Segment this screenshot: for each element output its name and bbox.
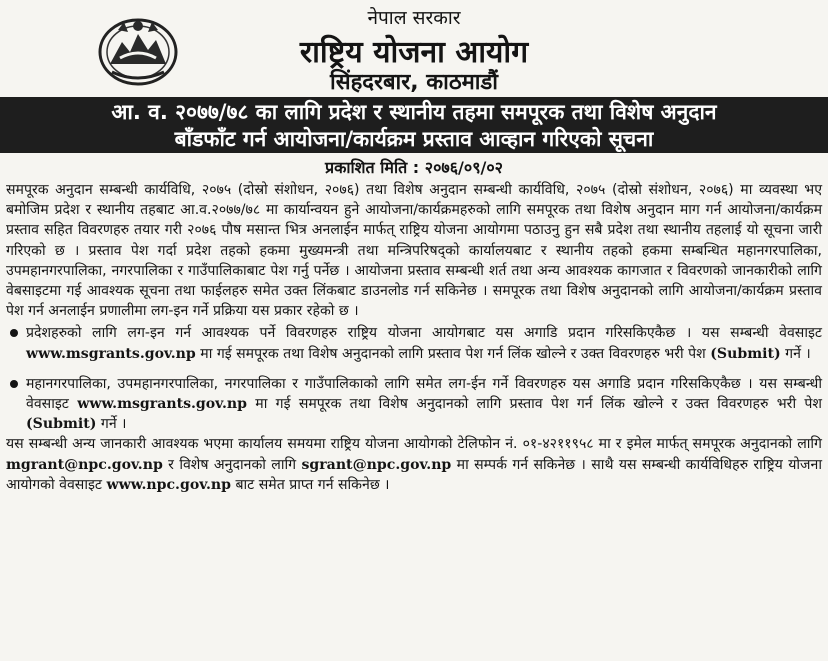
notice-body xyxy=(6,180,822,495)
login-steps-list xyxy=(6,323,822,434)
bullet-text: गर्ने । xyxy=(780,345,811,362)
submit-term: (Submit) xyxy=(26,416,97,433)
bullet-icon xyxy=(10,380,18,388)
notice-header xyxy=(10,0,818,96)
bullet-text: गर्ने । xyxy=(96,416,127,433)
notice-title-banner xyxy=(0,97,828,153)
closing-text: यस सम्बन्धी अन्य जानकारी आवश्यक भएमा कार्यालय समयमा राष्ट्रिय योजना आयोगको टेलिफोन नं. ०१-४२११९५८ मा र इमेल मार्फत् समपूरक अनुदानको लागि xyxy=(6,436,822,453)
bullet-text: महानगरपालिका, उपमहानगरपालिका, नगरपालिका र गाउँपालिकाको लागि समेत लग-ईन गर्ने विवरणहरु यस अगाडि प्रदान गरिसकिएकैछ । यस सम्बन्धी वेवसाइट xyxy=(26,375,822,413)
closing-text: मा सम्पर्क गर्न सकिनेछ । साथै यस सम्बन्धी कार्यविधिहरु राष्ट्रिय योजना आयोगको वेवसाइट xyxy=(6,456,822,493)
npc-website-link[interactable]: www.npc.gov.np xyxy=(106,476,231,493)
organization-address: सिंहदरबार, काठमाडौं xyxy=(330,70,498,95)
bullet-icon xyxy=(10,329,18,337)
government-name: नेपाल सरकार xyxy=(367,7,461,29)
intro-paragraph: समपूरक अनुदान सम्बन्धी कार्यविधि, २०७५ (दोस्रो संशोधन, २०७६) तथा विशेष अनुदान सम्बन्धी कार्यविधि, २०७५ (दोस्रो संशोधन, २०७६) मा व्यवस्था भए बमोजिम प्रदेश र स्थानीय तहबाट आ.व.२०७७/७८ मा कार्यान्वयन हुने आयोजना/कार्यक्रमहरुको लागि समपूरक तथा विशेष अनुदान माग गर्न आयोजना/कार्यक्रम प्रस्ताव सहित विवरणहरु तयार गरी २०७६ पौष मसान्त भित्र अनलाईन मार्फत् राष्ट्रिय योजना आयोगमा पठाउनु हुन सबै प्रदेश तथा स्थानीय तहलाई यो सूचना जारी गरिएको छ । प्रस्ताव पेश गर्दा प्रदेश तहको हकमा मुख्यमन्त्री तथा मन्त्रिपरिषद्को कार्यालयबाट र स्थानीय तहको हकमा सम्बन्धित महानगरपालिका, उपमहानगरपालिका, नगरपालिका र गाउँपालिकाबाट पेश गर्नु पर्नेछ । आयोजना प्रस्ताव सम्बन्धी शर्त तथा अन्य आवश्यक कागजात र विवरणको जानकारीको लागि वेबसाइटमा गई आवश्यक सूचना तथा फाईलहरु समेत उक्त लिंकबाट डाउनलोड गर्न सकिनेछ । समपूरक तथा विशेष अनुदानको लागि आयोजना/कार्यक्रम प्रस्ताव पेश गर्न अनलाईन प्रणालीमा लग-इन गर्ने प्रक्रिया यस प्रकार रहेको छ । xyxy=(6,182,822,320)
msgrants-link[interactable]: www.msgrants.gov.np xyxy=(77,396,247,413)
notice-title-line-2: बाँडफाँट गर्न आयोजना/कार्यक्रम प्रस्ताव आव्हान गरिएको सूचना xyxy=(174,127,654,151)
organization-name: राष्ट्रिय योजना आयोग xyxy=(299,35,529,70)
bullet-text: प्रदेशहरुको लागि लग-इन गर्न आवश्यक पर्ने विवरणहरु राष्ट्रिय योजना आयोगबाट यस अगाडि प्रदान गरिसकिएकैछ । यस सम्बन्धी वेवसाइट xyxy=(26,325,822,342)
closing-text: र विशेष अनुदानको लागि xyxy=(162,456,302,473)
bullet-text: मा गई समपूरक तथा विशेष अनुदानको लागि प्रस्ताव पेश गर्न लिंक खोल्ने र उक्त विवरणहरु भरी पेश xyxy=(246,396,822,413)
list-item xyxy=(6,323,822,363)
submit-term: (Submit) xyxy=(710,345,781,362)
closing-paragraph xyxy=(6,434,822,495)
msgrants-link[interactable]: www.msgrants.gov.np xyxy=(26,345,196,362)
sgrant-email-link[interactable]: sgrant@npc.gov.np xyxy=(301,456,452,473)
closing-text: बाट समेत प्राप्त गर्न सकिनेछ । xyxy=(231,476,390,493)
notice-title-line-1: आ. व. २०७७/७८ का लागि प्रदेश र स्थानीय तहमा समपूरक तथा विशेष अनुदान xyxy=(111,100,717,124)
bullet-text: मा गई समपूरक तथा विशेष अनुदानको लागि प्रस्ताव पेश गर्न लिंक खोल्ने र उक्त विवरणहरु भरी पेश xyxy=(195,345,711,362)
published-date: प्रकाशित मिति : २०७६/०९/०२ xyxy=(324,158,503,177)
mgrant-email-link[interactable]: mgrant@npc.gov.np xyxy=(6,456,163,473)
list-item xyxy=(6,374,822,435)
